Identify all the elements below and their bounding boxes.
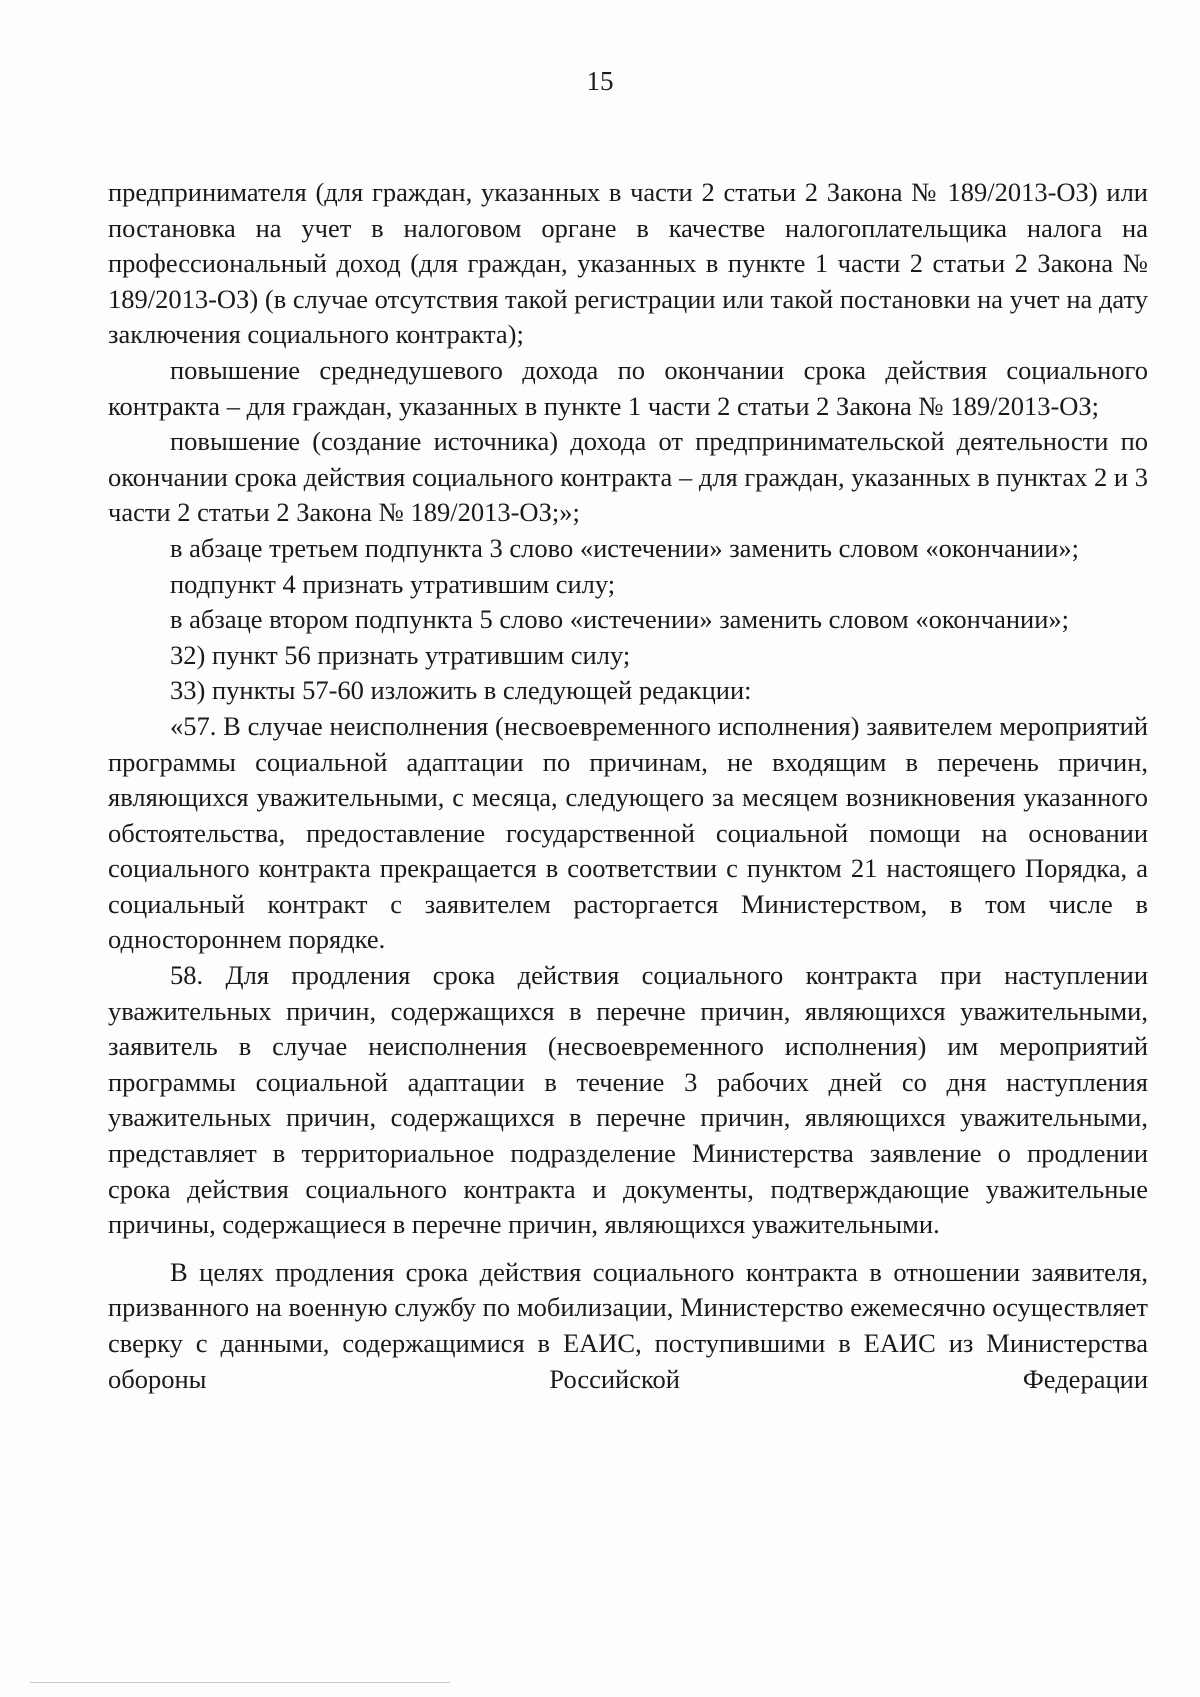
paragraph-continuation: предпринимателя (для граждан, указанных в части 2 статьи 2 Закона № 189/2013-ОЗ) или постановка на учет в налоговом органе в качестве налогоплательщика налога на профессиональный доход (для граждан, указанных в пункте 1 части 2 статьи 2 Закона № 189/2013-ОЗ) (в случае отсутствия такой регистрации или такой постановки на учет на дату заключения социального контракта); (108, 177, 1148, 350)
scan-artifact-line (30, 1682, 450, 1683)
paragraph-business-income: повышение (создание источника) дохода от предпринимательской деятельности по окончании срока действия социального контракта – для граждан, указанных в пунктах 2 и 3 части 2 статьи 2 Закона № 189/2013-ОЗ;»; (108, 426, 1148, 528)
paragraph-item-32: 32) пункт 56 признать утратившим силу; (170, 639, 631, 670)
page-number: 15 (586, 66, 614, 96)
paragraph-point-57: «57. В случае неисполнения (несвоевременного исполнения) заявителем мероприятий программы социальной адаптации по причинам, не входящим в перечень причин, являющихся уважительными, с месяца, следующего за месяцем возникновения указанного обстоятельства, предоставление государственной социальной помощи на основании социального контракта прекращается в соответствии с пунктом 21 настоящего Порядка, а социальный контракт с заявителем расторгается Министерством, в том числе в одностороннем порядке. (108, 710, 1148, 955)
paragraph-item-33: 33) пункты 57-60 изложить в следующей редакции: (170, 675, 752, 706)
paragraph-point-58: 58. Для продления срока действия социального контракта при наступлении уважительных причин, содержащихся в перечне причин, являющихся уважительными, заявитель в случае неисполнения (несвоевременного исполнения) им мероприятий программы социальной адаптации в течение 3 рабочих дней со дня наступления уважительных причин, содержащихся в перечне причин, являющихся уважительными, представляет в территориальное подразделение Министерства заявление о продлении срока действия социального контракта и документы, подтверждающие уважительные причины, содержащиеся в перечне причин, являющихся уважительными. (108, 960, 1148, 1240)
paragraph-mobilization: В целях продления срока действия социального контракта в отношении заявителя, призванного на военную службу по мобилизации, Министерство ежемесячно осуществляет сверку с данными, содержащимися в ЕАИС, поступившими в ЕАИС из Министерства обороны Российской Федерации (108, 1256, 1148, 1394)
paragraph-income-increase: повышение среднедушевого дохода по окончании срока действия социального контракта – для граждан, указанных в пункте 1 части 2 статьи 2 Закона № 189/2013-ОЗ; (108, 354, 1148, 421)
document-body (108, 175, 1148, 1397)
paragraph-subpoint-5: в абзаце втором подпункта 5 слово «истечении» заменить словом «окончании»; (170, 604, 1070, 635)
paragraph-subpoint-3: в абзаце третьем подпункта 3 слово «истечении» заменить словом «окончании»; (170, 532, 1080, 563)
paragraph-subpoint-4: подпункт 4 признать утратившим силу; (170, 568, 616, 599)
